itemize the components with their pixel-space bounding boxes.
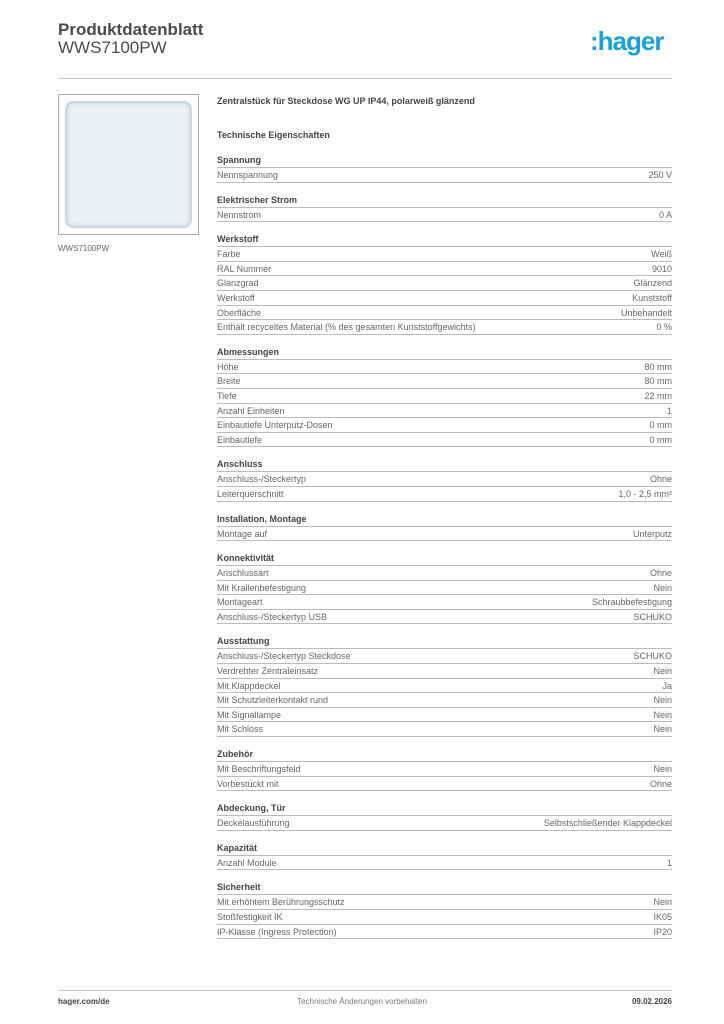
spec-label: Nennspannung (217, 170, 279, 180)
spec-label: Mit Klappdeckel (217, 680, 281, 691)
spec-label: RAL Nummer (217, 263, 272, 274)
spec-row (217, 360, 672, 375)
spec-label: Verdrehter Zentraleinsatz (217, 666, 319, 677)
spec-value: 1 (666, 405, 672, 416)
spec-label: Farbe (217, 249, 241, 260)
spec-row (217, 262, 672, 277)
spec-value: SCHUKO (633, 611, 672, 622)
spec-row (217, 168, 672, 183)
spec-value: 1 (666, 857, 672, 868)
product-plate (65, 101, 192, 228)
spec-label: Werkstoff (217, 292, 255, 303)
spec-section (217, 634, 672, 737)
spec-section (217, 457, 672, 501)
spec-label: Oberfläche (217, 307, 262, 318)
spec-label: Montageart (217, 597, 263, 608)
spec-label: Einbautiefe (217, 434, 263, 445)
spec-section (217, 841, 672, 871)
spec-label: Nennstrom (217, 209, 262, 220)
spec-value: Unterputz (632, 528, 672, 539)
spec-value: Nein (653, 897, 672, 908)
hager-logo: :hager (590, 26, 664, 56)
spec-row (217, 679, 672, 694)
spec-label: Mit Krallenbefestigung (217, 582, 307, 593)
section-title: Installation, Montage (217, 512, 672, 527)
spec-label: Vorbestückt mit (217, 778, 279, 789)
image-caption: WWS7100PW (58, 244, 110, 253)
spec-row (217, 895, 672, 910)
spec-value: SCHUKO (633, 651, 672, 662)
spec-label: Anschluss-/Steckertyp USB (217, 611, 328, 622)
spec-value: Nein (653, 666, 672, 677)
section-title: Abdeckung, Tür (217, 801, 672, 816)
spec-row (217, 472, 672, 487)
spec-value: 250 V (648, 170, 672, 180)
section-title: Abmessungen (217, 345, 672, 360)
spec-value: Unbehandelt (620, 307, 672, 318)
spec-row (217, 566, 672, 581)
spec-value: Ohne (649, 568, 672, 579)
spec-row (217, 722, 672, 737)
spec-value: 0 mm (649, 434, 672, 445)
spec-label: Enthält recyceltes Material (% des gesamten Kunststoffgewichts) (217, 322, 476, 333)
section-title: Konnektivität (217, 551, 672, 566)
section-title: Spannung (217, 153, 672, 168)
tech-heading: Technische Eigenschaften (217, 130, 330, 140)
spec-section (217, 345, 672, 448)
spec-label: Anzahl Module (217, 857, 277, 868)
spec-label: Mit Schutzleiterkontakt rund (217, 695, 329, 706)
spec-value: Weiß (651, 249, 672, 260)
spec-label: Anzahl Einheiten (217, 405, 285, 416)
spec-label: Leiterquerschnitt (217, 488, 284, 499)
spec-value: Nein (653, 764, 672, 775)
page-title: Produktdatenblatt (58, 20, 204, 39)
spec-value: 80 mm (644, 376, 672, 387)
spec-row (217, 693, 672, 708)
product-code: WWS7100PW (58, 38, 167, 57)
spec-row (217, 433, 672, 448)
spec-section (217, 801, 672, 831)
spec-value: 22 mm (644, 390, 672, 401)
spec-value: 0 % (656, 322, 672, 333)
spec-row (217, 581, 672, 596)
spec-row (217, 527, 672, 542)
footer-website-link[interactable]: hager.com/de (58, 997, 110, 1006)
spec-label: Einbautiefe Unterputz-Dosen (217, 420, 333, 431)
spec-row (217, 595, 672, 610)
section-title: Elektrischer Strom (217, 193, 672, 208)
spec-row (217, 925, 672, 940)
spec-row (217, 777, 672, 792)
spec-label: Montage auf (217, 528, 268, 539)
spec-row (217, 389, 672, 404)
spec-row (217, 664, 672, 679)
spec-row (217, 404, 672, 419)
spec-row (217, 762, 672, 777)
spec-row (217, 816, 672, 831)
section-title: Sicherheit (217, 880, 672, 895)
spec-value: Schraubbefestigung (591, 597, 672, 608)
spec-section (217, 232, 672, 335)
spec-section (217, 551, 672, 624)
spec-row (217, 276, 672, 291)
spec-label: Breite (217, 376, 241, 387)
spec-value: Ohne (649, 778, 672, 789)
footer-notice: Technische Änderungen vorbehalten (297, 997, 427, 1006)
spec-section (217, 512, 672, 542)
spec-section (217, 747, 672, 791)
spec-value: Kunststoff (632, 292, 672, 303)
spec-value: Nein (653, 695, 672, 706)
spec-label: Anschluss-/Steckertyp (217, 474, 307, 485)
spec-row (217, 306, 672, 321)
spec-value: 1,0 - 2,5 mm² (618, 488, 672, 499)
spec-label: Mit erhöhtem Berührungsschutz (217, 897, 345, 908)
spec-value: Selbstschließender Klappdeckel (543, 818, 672, 829)
spec-label: Mit Signallampe (217, 709, 282, 720)
spec-label: Mit Beschriftungsfeld (217, 764, 301, 775)
section-title: Anschluss (217, 457, 672, 472)
spec-table (217, 153, 672, 939)
spec-label: Höhe (217, 361, 239, 372)
spec-label: Tiefe (217, 390, 237, 401)
spec-label: Anschlussart (217, 568, 269, 579)
section-title: Ausstattung (217, 634, 672, 649)
header-divider (58, 78, 672, 79)
spec-row (217, 856, 672, 871)
section-title: Kapazität (217, 841, 672, 856)
section-title: Zubehör (217, 747, 672, 762)
spec-label: IP-Klasse (Ingress Protection) (217, 926, 337, 937)
spec-label: Anschluss-/Steckertyp Steckdose (217, 651, 351, 662)
spec-row (217, 649, 672, 664)
spec-value: IP20 (653, 926, 672, 937)
spec-value: Glänzend (633, 278, 672, 289)
spec-value: IK05 (653, 912, 672, 922)
spec-row (217, 208, 672, 223)
spec-value: 80 mm (644, 361, 672, 372)
spec-row (217, 910, 672, 925)
spec-row (217, 320, 672, 335)
footer-divider (58, 990, 672, 991)
spec-row (217, 610, 672, 625)
spec-row (217, 291, 672, 306)
product-description: Zentralstück für Steckdose WG UP IP44, polarweiß glänzend (217, 96, 475, 106)
footer-date: 09.02.2026 (631, 997, 672, 1006)
spec-value: Ja (662, 680, 672, 691)
spec-value: 0 A (658, 209, 672, 220)
spec-row (217, 418, 672, 433)
spec-label: Deckelausführung (217, 818, 290, 829)
spec-row (217, 708, 672, 723)
product-image (58, 94, 199, 235)
spec-row (217, 247, 672, 262)
spec-value: 0 mm (649, 420, 672, 431)
spec-label: Glanzgrad (217, 278, 259, 289)
section-title: Werkstoff (217, 232, 672, 247)
spec-value: Nein (653, 582, 672, 593)
spec-label: Stoßfestigkeit IK (217, 912, 283, 922)
spec-section (217, 880, 672, 939)
spec-value: Ohne (649, 474, 672, 485)
spec-section (217, 153, 672, 183)
spec-value: Nein (653, 709, 672, 720)
spec-value: 9010 (651, 263, 672, 274)
spec-row (217, 487, 672, 502)
spec-value: Nein (653, 724, 672, 735)
spec-label: Mit Schloss (217, 724, 264, 735)
spec-row (217, 374, 672, 389)
spec-section (217, 193, 672, 223)
